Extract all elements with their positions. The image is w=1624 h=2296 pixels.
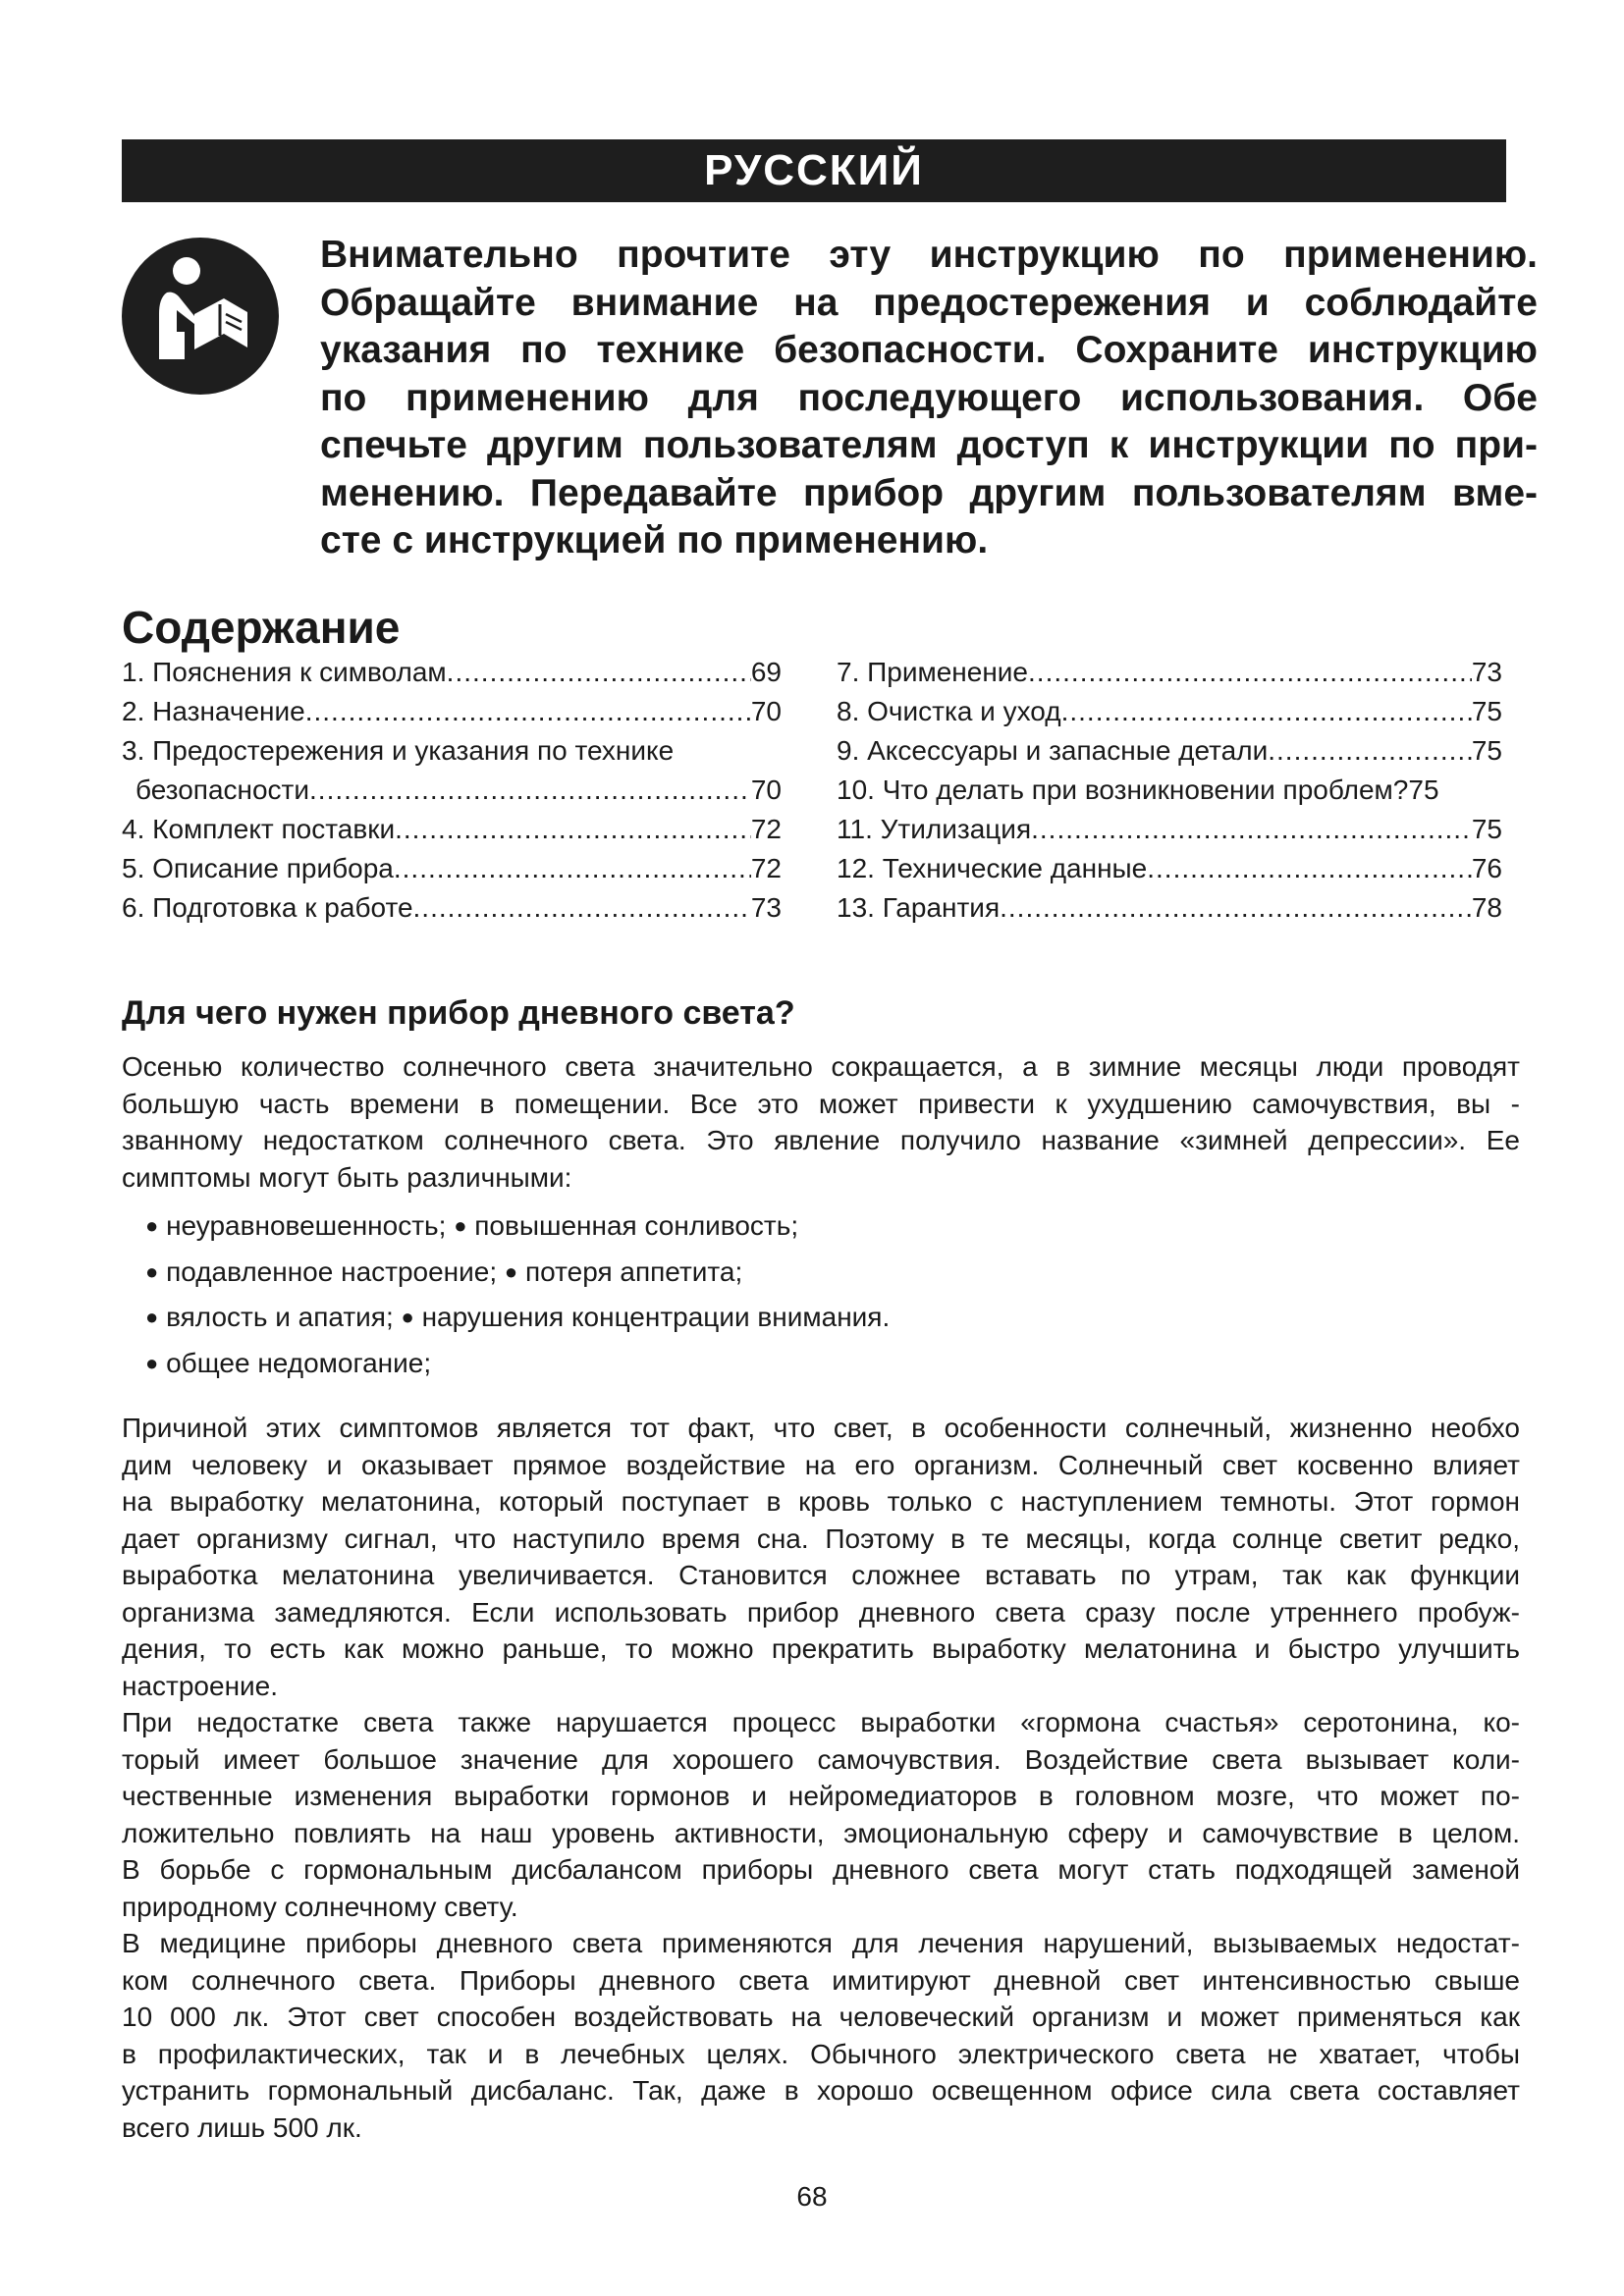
toc-entry-label: 7. Применение (837, 657, 1029, 687)
text-line: чественные изменения выработки гормонов и нейромедиаторов в головном мозге, что может по- (122, 1781, 1520, 1811)
list-item-text: неуравновешенность; (166, 1210, 447, 1241)
text-line: ком солнечного света. Приборы дневного света имитируют дневной свет интенсивностью свыше (122, 1964, 1520, 1996)
toc-title: Содержание (122, 602, 401, 653)
toc-entry-page: 75 (1471, 814, 1502, 844)
text-line: ложительно повлиять на наш уровень активности, эмоциональную сферу и самочувствие в целом. (122, 1817, 1520, 1848)
list-item-text: вялость и апатия; (166, 1302, 394, 1332)
text-line: всего лишь 500 лк. (122, 2111, 362, 2143)
language-title: РУССКИЙ (704, 146, 924, 194)
text-line: В борьбе с гормональным дисбалансом приборы дневного света могут стать подходящей заменой (122, 1854, 1520, 1885)
list-item-text: потеря аппетита; (525, 1255, 743, 1287)
toc-leader (1031, 810, 1472, 849)
list-item (145, 1204, 890, 1251)
toc-entry[interactable] (837, 849, 1502, 888)
list-item (145, 1296, 890, 1342)
toc-entry[interactable] (837, 888, 1502, 928)
toc-entry-label: 6. Подготовка к работе (122, 892, 413, 923)
text-line: симптомы могут быть различными: (122, 1161, 572, 1193)
toc-entry-label: 4. Комплект поставки (122, 814, 396, 844)
toc-entry-label: 11. Утилизация (837, 814, 1032, 844)
toc-entry-label: 2. Назначение (122, 696, 305, 726)
text-line: настроение. (122, 1670, 279, 1701)
toc-entry[interactable] (122, 692, 782, 731)
text-line: устранить гормональный дисбаланс. Так, даже в хорошо освещенном офисе сила света составляет (122, 2075, 1520, 2106)
intro-line: менению. Передавайте прибор другим пользователям вме- (320, 471, 1538, 514)
toc-entry-page: 73 (1471, 657, 1502, 687)
text-line: дает организму сигнал, что наступило время сна. Поэтому в те месяцы, когда солнце светит редко, (122, 1522, 1520, 1554)
toc-entry-page: 70 (750, 774, 782, 805)
toc-column-left (122, 653, 782, 928)
toc-leader (394, 849, 751, 888)
list-item (145, 1251, 890, 1297)
toc-leader (1268, 731, 1472, 771)
list-item-text: нарушения концентрации внимания. (421, 1302, 891, 1332)
toc-entry-page: 72 (750, 814, 782, 844)
toc-entry[interactable] (122, 653, 782, 692)
intro-line: по применению для последующего использования. Обе (320, 376, 1538, 419)
list-item (145, 1342, 890, 1388)
list-item-text: повышенная сонливость; (474, 1210, 799, 1241)
toc-leader (305, 692, 751, 731)
toc-column-right (837, 653, 1502, 928)
text-line: При недостатке света также нарушается процесс выработки «гормона счастья» серотонина, ко- (122, 1707, 1520, 1737)
text-line: на выработку мелатонина, который поступает в кровь только с наступлением темноты. Этот гормон (122, 1486, 1520, 1517)
toc-entry[interactable] (837, 771, 1502, 810)
toc-entry[interactable] (837, 731, 1502, 771)
text-line: Причиной этих симптомов является тот факт, что свет, в особенности солнечный, жизненно необхо (122, 1413, 1520, 1443)
toc-entry-label: 9. Аксессуары и запасные детали (837, 735, 1269, 766)
toc-entry[interactable] (122, 849, 782, 888)
toc-leader (309, 771, 751, 810)
symptom-list (145, 1204, 890, 1387)
text-line: в профилактических, так и в лечебных целях. Обычного электрического света не хватает, чтобы (122, 2038, 1520, 2069)
toc-entry-page: 75 (1471, 735, 1502, 766)
bullet-icon: ● (401, 1305, 414, 1329)
section-intro-paragraph (122, 1048, 1520, 1196)
toc-entry-label: 1. Пояснения к символам (122, 657, 447, 687)
text-line: природному солнечному свету. (122, 1891, 518, 1922)
toc-entry-page: 76 (1471, 853, 1502, 883)
toc-entry-continued[interactable] (122, 771, 782, 810)
bullet-icon: ● (145, 1305, 159, 1329)
text-line: дения, то есть как можно раньше, то можно прекратить выработку мелатонина и быстро улучшить (122, 1633, 1520, 1664)
text-line: большую часть времени в помещении. Все это может привести к ухудшению самочувствия, вы - (122, 1088, 1520, 1119)
toc-leader (1028, 653, 1472, 692)
list-item-text: общее недомогание; (166, 1347, 432, 1378)
text-line: званному недостатком солнечного света. Это явление получило название «зимней депрессии». Ее (122, 1125, 1520, 1155)
intro-line: сте с инструкцией по применению. (320, 519, 989, 561)
bullet-icon: ● (145, 1213, 159, 1238)
list-item-text: подавленное настроение; (166, 1255, 498, 1287)
text-line: торый имеет большое значение для хорошего самочувствия. Воздействие света вызывает коли- (122, 1743, 1520, 1775)
toc-leader (1147, 849, 1472, 888)
toc-entry[interactable] (837, 653, 1502, 692)
read-instructions-icon (122, 238, 279, 395)
intro-line: указания по технике безопасности. Сохраните инструкцию (320, 329, 1538, 371)
toc-entry-page: 73 (750, 892, 782, 923)
language-header-bar (122, 139, 1506, 202)
toc-entry-page: 75 (1471, 696, 1502, 726)
text-line: выработка мелатонина увеличивается. Становится сложнее вставать по утрам, так как функции (122, 1560, 1520, 1590)
toc-leader (447, 653, 751, 692)
toc-entry[interactable] (122, 888, 782, 928)
text-line: 10 000 лк. Этот свет способен воздействовать на человеческий организм и может применяться как (122, 2002, 1520, 2032)
section-heading: Для чего нужен прибор дневного света? (122, 994, 795, 1032)
intro-line: Внимательно прочтите эту инструкцию по применению. (320, 234, 1538, 276)
bullet-icon: ● (504, 1258, 518, 1284)
text-line: дим человеку и оказывает прямое воздействие на его организм. Солнечный свет косвенно влияет (122, 1449, 1520, 1480)
toc-entry[interactable] (122, 810, 782, 849)
toc-entry-page: 70 (750, 696, 782, 726)
toc-entry[interactable] (837, 692, 1502, 731)
toc-entry-label: 10. Что делать при возникновении проблем? (837, 774, 1409, 805)
toc-entry-label: 3. Предостережения и указания по технике (122, 735, 675, 766)
text-line: организма замедляются. Если использовать прибор дневного света сразу после утреннего пробуж- (122, 1596, 1520, 1628)
toc-entry[interactable] (122, 731, 782, 771)
toc-entry-page: 78 (1471, 892, 1502, 923)
bullet-icon: ● (454, 1213, 467, 1238)
intro-line: спечьте другим пользователям доступ к инструкции по при- (320, 424, 1538, 466)
intro-line: Обращайте внимание на предостережения и соблюдайте (320, 281, 1538, 324)
text-line: В медицине приборы дневного света применяются для лечения нарушений, вызываемых недостат- (122, 1928, 1520, 1958)
toc-entry[interactable] (837, 810, 1502, 849)
toc-leader (413, 888, 751, 928)
page-number: 68 (796, 2181, 828, 2212)
toc-entry-label-cont: безопасности (135, 774, 310, 805)
toc-entry-label: 5. Описание прибора (122, 853, 394, 883)
bullet-icon: ● (145, 1258, 159, 1284)
bullet-icon: ● (145, 1350, 159, 1375)
toc-entry-page: 75 (1408, 774, 1439, 805)
toc-entry-label: 8. Очистка и уход (837, 696, 1061, 726)
toc-entry-page: 72 (750, 853, 782, 883)
text-line: Осенью количество солнечного света значительно сокращается, а в зимние месяцы люди проводят (122, 1051, 1520, 1082)
toc-leader (1000, 888, 1472, 928)
toc-entry-page: 69 (750, 657, 782, 687)
toc-leader (395, 810, 751, 849)
body-text (122, 1410, 1520, 2146)
toc-entry-label: 13. Гарантия (837, 892, 1001, 923)
safety-intro (320, 232, 1538, 565)
toc-leader (1061, 692, 1472, 731)
toc-entry-label: 12. Технические данные (837, 853, 1148, 883)
